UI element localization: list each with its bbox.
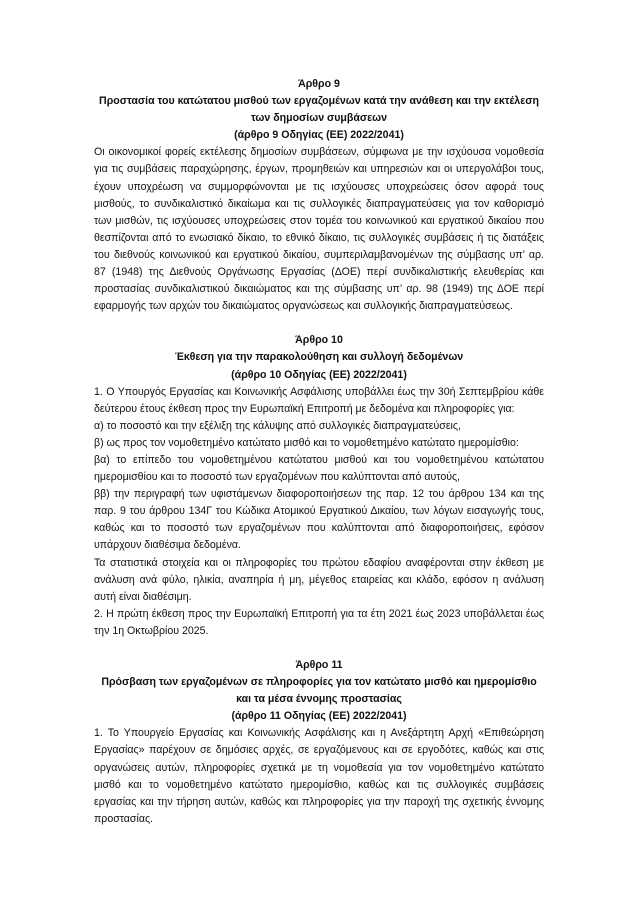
article-paragraph: Οι οικονομικοί φορείς εκτέλεσης δημοσίων συμβάσεων, σύμφωνα με την ισχύουσα νομοθεσία για τις συμβάσεις παραχώρησης, έργων, προμηθειών και υπηρεσιών και οι υπεργολάβοι τους, έχουν υποχρέωση να συμμορφώνονται με τις ισχύουσες υποχρεώσεις όσον αφορά τους μισθούς, το συνδικαλιστικό δικαίωμα και τις συλλογικές διαπραγματεύσεις για τον καθορισμό των μισθών, τις ισχύουσες υποχρεώσεις στον τομέα του κοινωνικού και εργατικού δικαίου που θεσπίζονται από το ενωσιακό δίκαιο, το εθνικό δίκαιο, τις συλλογικές συμβάσεις ή τις διατάξεις του διεθνούς κοινωνικού και εργατικού δικαίου, συμπεριλαμβανομένων της σύμβασης υπ’ αρ. 87 (1948) της Διεθνούς Οργάνωσης Εργασίας (ΔΟΕ) περί συνδικαλιστικής ελευθερίας και προστασίας συνδικαλιστικού δικαιώματος και της σύμβασης υπ’ αρ. 98 (1949) της ΔΟΕ περί εφαρμογής των αρχών του δικαιώματος οργανώσεως και συλλογικής διαπραγματεύσεως.	[94, 146, 544, 313]
article-number: Άρθρο 11	[295, 659, 343, 671]
article-title: Έκθεση για την παρακολούθηση και συλλογή δεδομένων	[174, 351, 464, 364]
article-paragraph: βα) το επίπεδο του νομοθετημένου κατώτατου μισθού και του νομοθετημένου κατώτατου ημερομισθίου και το ποσοστό των εργαζομένων που καλύπτονται από αυτούς,	[94, 453, 544, 484]
article-reference: (άρθρο 11 Οδηγίας (ΕΕ) 2022/2041)	[231, 710, 407, 723]
article-number: Άρθρο 10	[295, 334, 343, 347]
article-11	[94, 657, 544, 828]
article-paragraph: ββ) την περιγραφή των υφιστάμενων διαφοροποιήσεων της παρ. 12 του άρθρου 134 και της παρ. 9 του άρθρου 134Γ του Κώδικα Ατομικού Εργατικού Δικαίου, των λόγων εισαγωγής τους, καθώς και το ποσοστό των εργαζομένων που καλύπτονται από διαφοροποιήσεις, εφόσον υπάρχουν διαθέσιμα δεδομένα.	[94, 488, 544, 552]
article-reference: (άρθρο 9 Οδηγίας (ΕΕ) 2022/2041)	[234, 129, 404, 142]
article-title: Πρόσβαση των εργαζομένων σε πληροφορίες για τον κατώτατο μισθό και ημερομίσθιο και τα μέσα έννομης προστασίας	[101, 676, 537, 706]
article-paragraph: α) το ποσοστό και την εξέλιξη της κάλυψης από συλλογικές διαπραγματεύσεις,	[94, 419, 461, 432]
article-paragraph: 2. Η πρώτη έκθεση προς την Ευρωπαϊκή Επιτροπή για τα έτη 2021 έως 2023 υποβάλλεται έως την 1η Οκτωβρίου 2025.	[94, 607, 544, 637]
article-paragraph: 1. Ο Υπουργός Εργασίας και Κοινωνικής Ασφάλισης υποβάλλει έως την 30ή Σεπτεμβρίου κάθε δεύτερου έτους έκθεση προς την Ευρωπαϊκή Επιτροπή με δεδομένα και πληροφορίες για:	[94, 385, 544, 415]
article-10	[94, 332, 544, 640]
article-title: Προστασία του κατώτατου μισθού των εργαζομένων κατά την ανάθεση και την εκτέλεση των δημοσίων συμβάσεων	[99, 95, 539, 125]
article-paragraph: Τα στατιστικά στοιχεία και οι πληροφορίες του πρώτου εδαφίου αναφέρονται στην έκθεση με ανάλυση ανά φύλο, ηλικία, αναπηρία ή μη, μέγεθος εταιρείας και κλάδο, εφόσον η ανάλυση αυτή είναι διαθέσιμη.	[94, 556, 544, 603]
article-number: Άρθρο 9	[298, 78, 340, 90]
article-9	[94, 76, 544, 315]
article-paragraph: β) ως προς τον νομοθετημένο κατώτατο μισθό και το νομοθετημένο κατώτατο ημερομίσθιο:	[94, 436, 519, 449]
article-paragraph: 1. Το Υπουργείο Εργασίας και Κοινωνικής Ασφάλισης και η Ανεξάρτητη Αρχή «Επιθεώρηση Εργασίας» παρέχουν σε δημόσιες αρχές, σε εργαζόμενους και σε εργοδότες, καθώς και στις οργανώσεις αυτών, πληροφορίες σχετικά με τη νομοθεσία για τον νομοθετημένο κατώτατο μισθό και το νομοθετημένο κατώτατο ημερομίσθιο, καθώς και τις συλλογικές συμβάσεις εργασίας και την τήρηση αυτών, καθώς και πληροφορίες για την παροχή της σχετικής έννομης προστασίας.	[94, 727, 544, 825]
article-reference: (άρθρο 10 Οδηγίας (ΕΕ) 2022/2041)	[231, 368, 407, 381]
